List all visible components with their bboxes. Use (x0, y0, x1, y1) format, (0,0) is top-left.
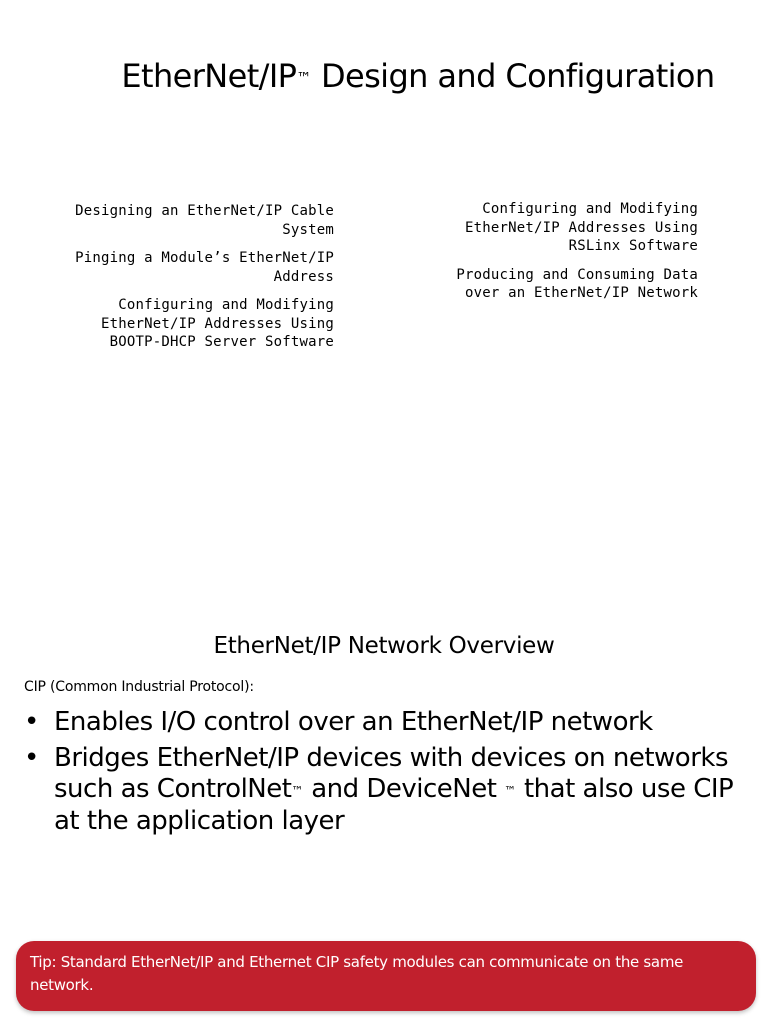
bullet-icon: • (24, 742, 39, 773)
bullet-bridges-text-2: and DeviceNet (303, 774, 505, 804)
topics-left-column (14, 202, 334, 362)
tip-callout (16, 941, 756, 1011)
section-heading: EtherNet/IP Network Overview (213, 633, 555, 659)
bullet-bridges (24, 743, 744, 838)
bullet-icon: • (24, 707, 39, 737)
controlnet-trademark: ™ (291, 784, 304, 798)
topic-bootp-dhcp: Configuring and Modifying EtherNet/IP Addresses Using BOOTP-DHCP Server Software (101, 297, 334, 350)
bullet-io-control-text: Enables I/O control over an EtherNet/IP network (54, 707, 653, 737)
topics-right-column (378, 200, 698, 313)
topic-pinging-module: Pinging a Module’s EtherNet/IP Address (75, 250, 334, 285)
bullet-io-control (24, 707, 744, 739)
cip-bullet-list (24, 707, 744, 841)
title-trademark: ™ (296, 69, 312, 87)
topic-cable-system: Designing an EtherNet/IP Cable System (75, 203, 334, 238)
bullet-bridges-text-1: Bridges EtherNet/IP devices with devices on networks such as ControlNet (54, 742, 728, 804)
bullet-bridges-text-3: that also use CIP at the application layer (54, 774, 734, 836)
title-main: EtherNet/IP (121, 57, 297, 95)
devicenet-trademark: ™ (504, 784, 517, 798)
page-title (100, 50, 736, 103)
tip-text: Tip: Standard EtherNet/IP and Ethernet CIP safety modules can communicate on the same network. (30, 953, 684, 994)
cip-intro: CIP (Common Industrial Protocol): (24, 679, 254, 695)
topic-rslinx: Configuring and Modifying EtherNet/IP Addresses Using RSLinx Software (465, 201, 698, 254)
topic-producing-consuming: Producing and Consuming Data over an EtherNet/IP Network (456, 266, 698, 301)
title-rest: Design and Configuration (311, 57, 715, 95)
